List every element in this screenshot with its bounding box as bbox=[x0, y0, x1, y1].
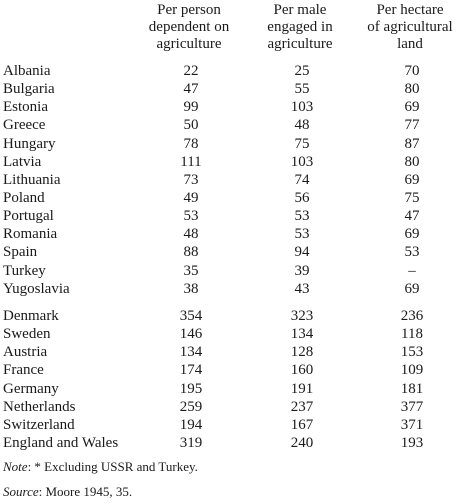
country-name: Sweden bbox=[3, 326, 51, 343]
country-name: Poland bbox=[3, 189, 45, 206]
country-name: Yugoslavia bbox=[3, 280, 70, 297]
country-name: Turkey bbox=[3, 262, 46, 279]
table-cell: 49 bbox=[183, 189, 199, 206]
header-line: agriculture bbox=[267, 36, 333, 52]
column-headers bbox=[0, 2, 467, 54]
table-cell: 181 bbox=[400, 380, 424, 397]
table-cell: 103 bbox=[290, 99, 314, 116]
country-name: Denmark bbox=[3, 308, 59, 324]
table-cell: 77 bbox=[404, 117, 420, 134]
table-body-group-1 bbox=[0, 62, 467, 298]
table-cell: 118 bbox=[401, 326, 423, 343]
table-row bbox=[0, 280, 467, 298]
table-cell: 195 bbox=[179, 380, 203, 397]
table-row bbox=[0, 225, 467, 243]
table-cell: 103 bbox=[290, 153, 314, 170]
table-cell: 50 bbox=[183, 117, 199, 134]
table-cell: 47 bbox=[404, 208, 420, 225]
table-cell: 47 bbox=[183, 81, 199, 98]
country-name: Latvia bbox=[3, 153, 42, 170]
table-cell: 56 bbox=[294, 189, 310, 206]
table-cell: 128 bbox=[290, 344, 314, 361]
country-name: Lithuania bbox=[3, 171, 61, 188]
table-row bbox=[0, 80, 467, 98]
header-line: agriculture bbox=[156, 36, 222, 52]
country-name: England and Wales bbox=[3, 434, 119, 451]
table-cell: 80 bbox=[404, 153, 420, 170]
table-cell: 73 bbox=[183, 171, 199, 188]
country-name: Albania bbox=[3, 63, 51, 79]
country-name: Greece bbox=[3, 117, 46, 134]
note-text: : * Excluding USSR and Turkey. bbox=[27, 459, 198, 474]
table-row bbox=[0, 98, 467, 116]
table-cell: 134 bbox=[290, 326, 314, 343]
country-name: Netherlands bbox=[3, 398, 76, 415]
header-line: Per hectare bbox=[376, 2, 444, 18]
table-cell: 174 bbox=[179, 362, 203, 379]
header-line: Per male bbox=[273, 2, 327, 18]
table-row bbox=[0, 116, 467, 134]
table-cell: 237 bbox=[290, 398, 314, 415]
table-cell: 22 bbox=[183, 63, 199, 79]
table-cell: 25 bbox=[294, 63, 310, 79]
note-label: Note bbox=[3, 459, 28, 474]
header-line: Per person bbox=[157, 2, 221, 18]
table-row bbox=[0, 398, 467, 416]
table-cell: 236 bbox=[400, 308, 424, 324]
table-cell: 75 bbox=[294, 135, 310, 152]
country-name: Hungary bbox=[3, 135, 56, 152]
table-row bbox=[0, 380, 467, 398]
header-line: land bbox=[397, 36, 423, 52]
source-label: Source bbox=[3, 484, 39, 499]
table-row bbox=[0, 153, 467, 171]
table-row bbox=[0, 189, 467, 207]
table-row bbox=[0, 325, 467, 343]
header-line: of agricultural bbox=[367, 19, 453, 35]
country-name: Romania bbox=[3, 226, 58, 243]
table-cell: 69 bbox=[404, 171, 420, 188]
country-name: Bulgaria bbox=[3, 81, 55, 98]
country-name: Switzerland bbox=[3, 416, 75, 433]
table-row bbox=[0, 343, 467, 361]
country-name: Spain bbox=[3, 244, 38, 261]
table-cell: 48 bbox=[183, 226, 199, 243]
table-cell: 55 bbox=[294, 81, 310, 98]
table-cell: 53 bbox=[294, 208, 310, 225]
table-cell: 94 bbox=[294, 244, 310, 261]
table-cell: 111 bbox=[180, 153, 202, 170]
table-cell: 69 bbox=[404, 226, 420, 243]
country-name: France bbox=[3, 362, 44, 379]
table-source bbox=[3, 484, 132, 500]
table-cell: 75 bbox=[404, 189, 420, 206]
table-cell: 74 bbox=[294, 171, 310, 188]
table-cell: 167 bbox=[290, 416, 314, 433]
table-row bbox=[0, 262, 467, 280]
table-cell: 35 bbox=[183, 262, 199, 279]
table-row bbox=[0, 171, 467, 189]
table-row bbox=[0, 434, 467, 452]
table-row bbox=[0, 135, 467, 153]
country-name: Portugal bbox=[3, 208, 54, 225]
table-cell: 160 bbox=[290, 362, 314, 379]
table-cell: 43 bbox=[294, 280, 310, 297]
header-per-hectare bbox=[345, 2, 467, 53]
table-row bbox=[0, 307, 467, 325]
table-cell: 109 bbox=[400, 362, 424, 379]
table-cell: 191 bbox=[290, 380, 314, 397]
table-cell: 39 bbox=[294, 262, 310, 279]
table-cell: 354 bbox=[179, 308, 203, 324]
table-cell: 80 bbox=[404, 81, 420, 98]
table-cell: 194 bbox=[179, 416, 203, 433]
table-cell: – bbox=[408, 262, 416, 279]
table-cell: 53 bbox=[294, 226, 310, 243]
table-cell: 70 bbox=[404, 63, 420, 79]
table-cell: 53 bbox=[183, 208, 199, 225]
header-line: engaged in bbox=[267, 19, 333, 35]
table-cell: 69 bbox=[404, 99, 420, 116]
table-cell: 48 bbox=[294, 117, 310, 134]
table-row bbox=[0, 207, 467, 225]
country-name: Estonia bbox=[3, 99, 48, 116]
table-cell: 153 bbox=[400, 344, 424, 361]
table-cell: 193 bbox=[400, 434, 424, 451]
source-text: : Moore 1945, 35. bbox=[38, 484, 133, 499]
table-body-group-2 bbox=[0, 307, 467, 452]
table-row bbox=[0, 62, 467, 80]
table-cell: 87 bbox=[404, 135, 420, 152]
table-cell: 259 bbox=[179, 398, 203, 415]
table-row bbox=[0, 361, 467, 379]
table-cell: 69 bbox=[404, 280, 420, 297]
table-cell: 319 bbox=[179, 434, 203, 451]
header-line: dependent on bbox=[148, 19, 230, 35]
table-row bbox=[0, 416, 467, 434]
table-cell: 78 bbox=[183, 135, 199, 152]
country-name: Austria bbox=[3, 344, 48, 361]
table-cell: 146 bbox=[179, 326, 203, 343]
table-cell: 371 bbox=[400, 416, 424, 433]
table-cell: 53 bbox=[404, 244, 420, 261]
table-cell: 240 bbox=[290, 434, 314, 451]
table-row bbox=[0, 243, 467, 261]
table-cell: 134 bbox=[179, 344, 203, 361]
table-cell: 99 bbox=[183, 99, 199, 116]
table-cell: 88 bbox=[183, 244, 199, 261]
country-name: Germany bbox=[3, 380, 59, 397]
table-note bbox=[3, 459, 198, 475]
table-cell: 377 bbox=[400, 398, 424, 415]
table-cell: 38 bbox=[183, 280, 199, 297]
table-cell: 323 bbox=[290, 308, 314, 324]
